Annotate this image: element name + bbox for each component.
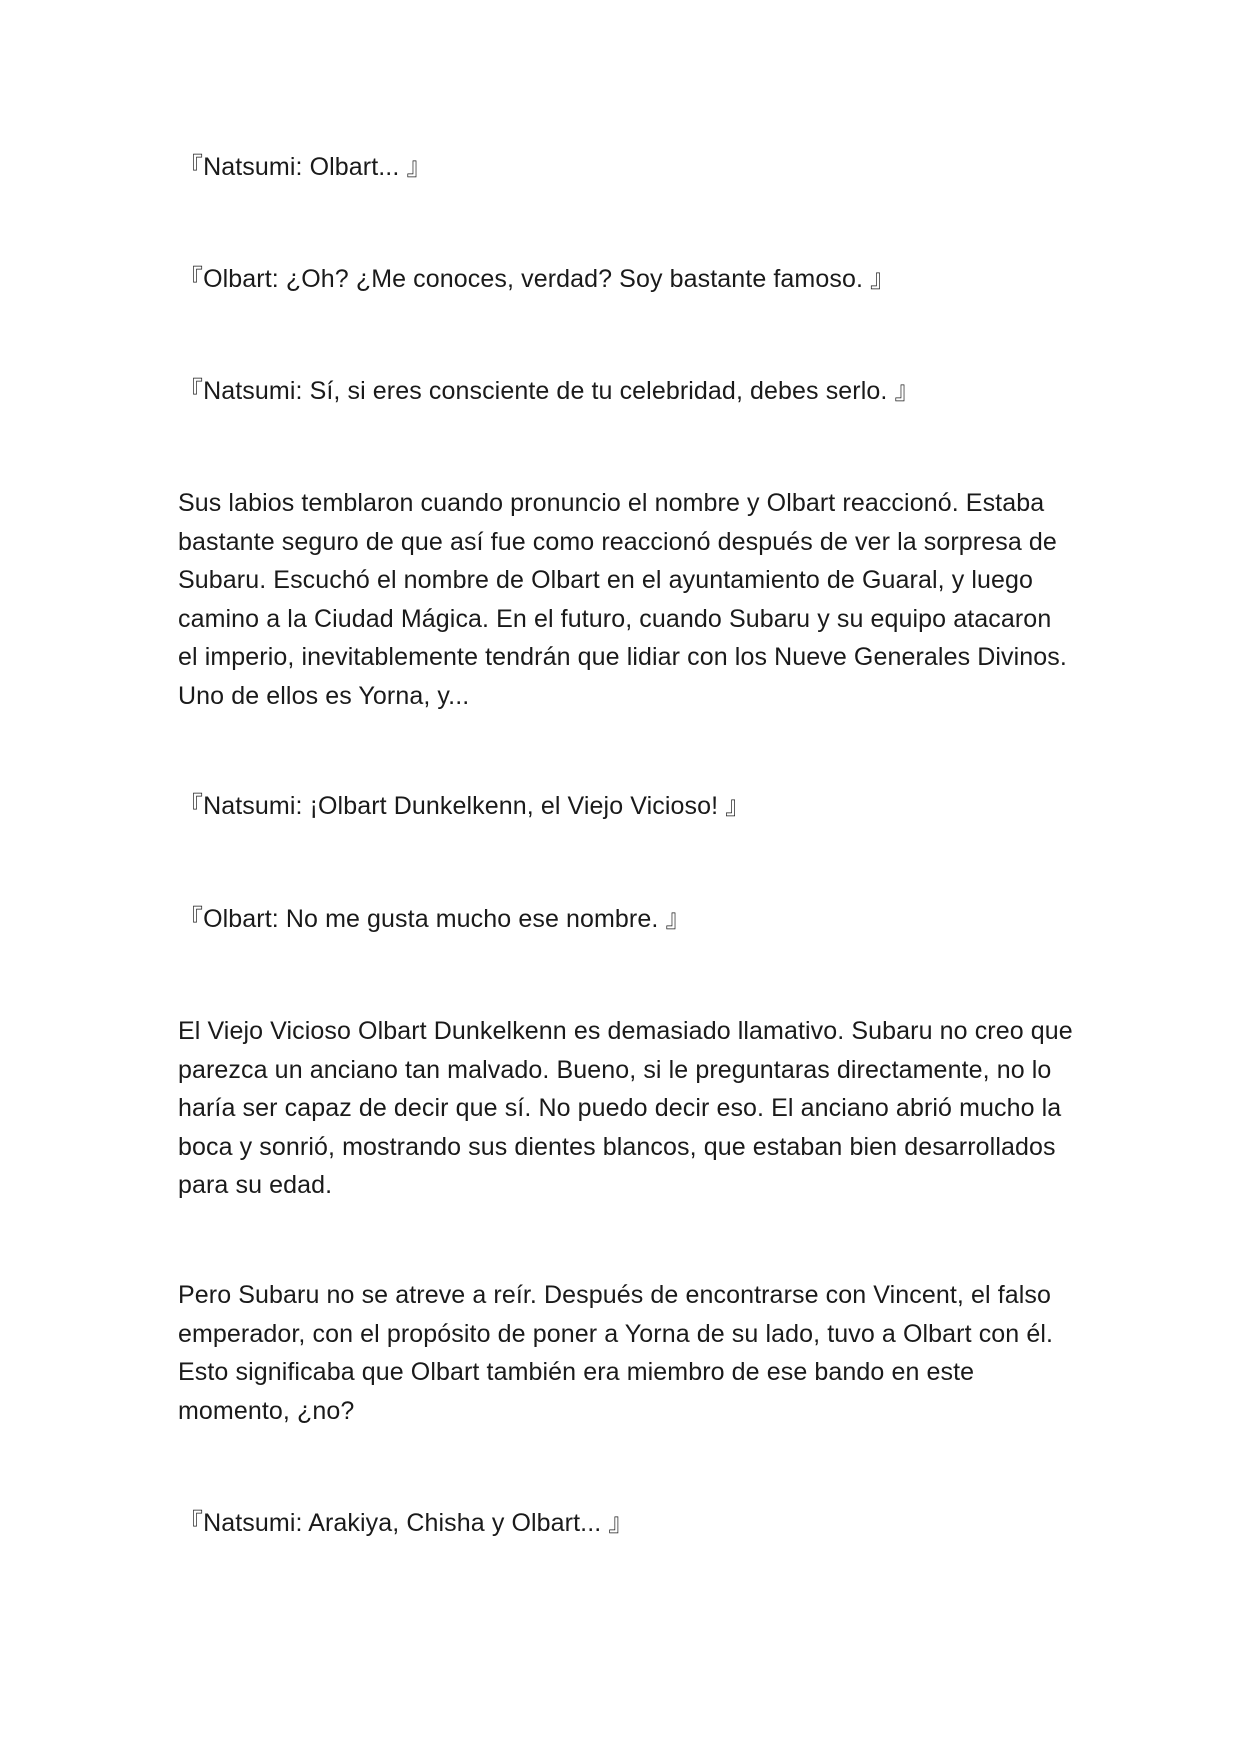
dialogue-line-natsumi-3: 『Natsumi: ¡Olbart Dunkelkenn, el Viejo Vicioso! 』 — [178, 792, 751, 820]
dialogue-line-natsumi-4: 『Natsumi: Arakiya, Chisha y Olbart... 』 — [178, 1509, 634, 1537]
narration-paragraph-1: Sus labios temblaron cuando pronuncio el nombre y Olbart reaccionó. Estaba bastante seguro de que así fue como reaccionó después de ver la sorpresa de Subaru. Escuchó el nombre de Olbart en el ayuntamiento de Guaral, y luego camino a la Ciudad Mágica. En el futuro, cuando Subaru y su equipo atacaron el imperio, inevitablemente tendrán que lidiar con los Nueve Generales Divinos. Uno de ellos es Yorna, y... — [178, 489, 1067, 710]
narration-paragraph-2: El Viejo Vicioso Olbart Dunkelkenn es demasiado llamativo. Subaru no creo que parezca un anciano tan malvado. Bueno, si le preguntaras directamente, no lo haría ser capaz de decir que sí. No puedo decir eso. El anciano abrió mucho la boca y sonrió, mostrando sus dientes blancos, que estaban bien desarrollados para su edad. — [178, 1017, 1073, 1199]
dialogue-line-olbart-2: 『Olbart: No me gusta mucho ese nombre. 』 — [178, 905, 691, 933]
narration-paragraph-3: Pero Subaru no se atreve a reír. Después de encontrarse con Vincent, el falso emperador, con el propósito de poner a Yorna de su lado, tuvo a Olbart con él. Esto significaba que Olbart también era miembro de ese bando en este momento, ¿no? — [178, 1281, 1054, 1425]
dialogue-line-natsumi-2: 『Natsumi: Sí, si eres consciente de tu celebridad, debes serlo. 』 — [178, 377, 920, 405]
dialogue-line-natsumi-1: 『Natsumi: Olbart... 』 — [178, 153, 432, 181]
dialogue-line-olbart-1: 『Olbart: ¿Oh? ¿Me conoces, verdad? Soy bastante famoso. 』 — [178, 265, 896, 293]
